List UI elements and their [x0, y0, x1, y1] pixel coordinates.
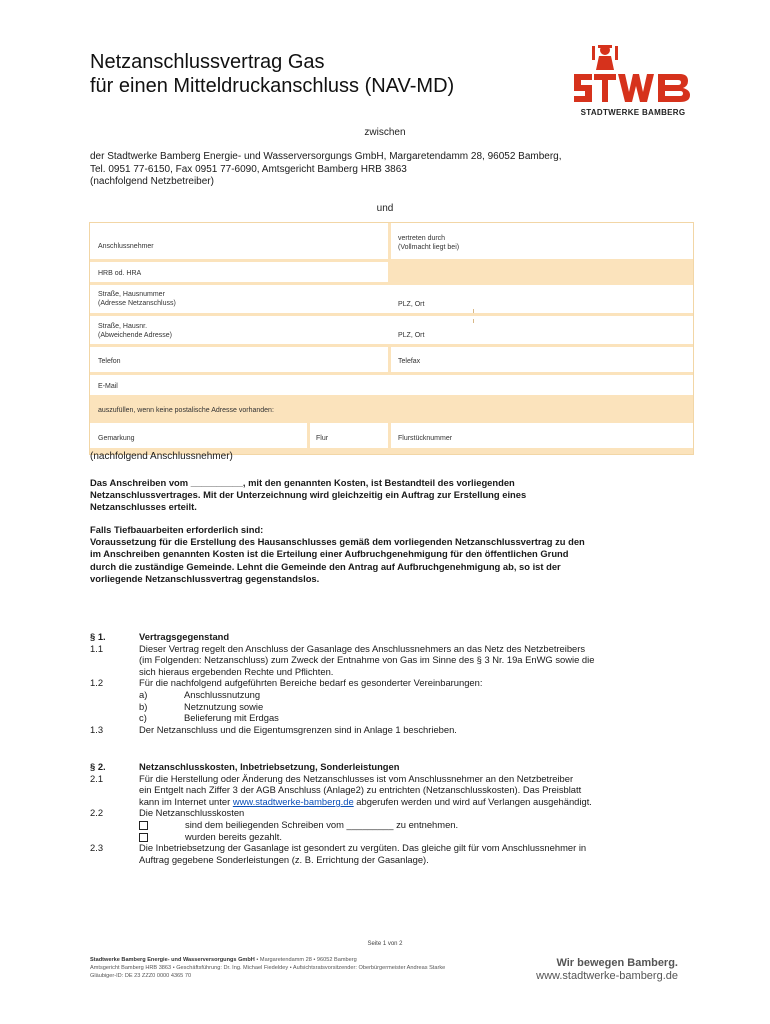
cover-letter-line-3: Netzanschlusses erteilt.	[90, 501, 197, 513]
footer-line-2: Amtsgericht Bamberg HRB 3863 • Geschäftsführung: Dr. Ing. Michael Fiedeldey • Aufsichtsratsvorsitzender: Oberbürgermeister Andreas Starke	[90, 965, 446, 972]
clause-text: Die Netzanschlusskosten	[139, 807, 245, 819]
customer-name-field[interactable]	[90, 223, 388, 259]
clause-line-prefix: kann im Internet unter	[139, 795, 233, 807]
cover-letter-line-1: Das Anschreiben vom __________, mit den genannten Kosten, ist Bestandteil des vorliegenden	[90, 477, 515, 488]
hrb-label: HRB od. HRA	[98, 270, 142, 277]
list-item	[139, 701, 690, 713]
clause-number: 1.2	[90, 677, 104, 689]
section-2-number: § 2.	[90, 761, 106, 772]
clause-1-3	[90, 724, 690, 736]
option-label: wurden bereits gezahlt.	[185, 830, 282, 842]
clause-line: Für die Herstellung oder Änderung des Netzanschlusses ist vom Anschlussnehmer an den Netzbetreiber	[139, 772, 574, 784]
clause-text: Der Netzanschluss und die Eigentumsgrenzen sind in Anlage 1 beschrieben.	[139, 723, 457, 735]
cover-letter-paragraph	[90, 477, 526, 514]
operator-line-2: Tel. 0951 77-6150, Fax 0951 77-6090, Amtsgericht Bamberg HRB 3863	[90, 163, 407, 175]
cost-option-2	[139, 831, 690, 843]
clause-number: 1.3	[90, 723, 104, 735]
option-checkbox[interactable]	[139, 833, 148, 842]
option-label: sind dem beiliegenden Schreiben vom _________ zu entnehmen.	[185, 818, 459, 830]
civil-works-line-2: Voraussetzung für die Erstellung des Hausanschlusses gemäß dem vorliegenden Netzanschlussvertrag zu den	[90, 536, 585, 548]
field-divider	[473, 309, 474, 313]
street-field[interactable]	[90, 285, 693, 313]
no-address-note: auszufüllen, wenn keine postalische Adresse vorhanden:	[98, 407, 274, 414]
clause-line	[139, 796, 690, 808]
civil-works-line-4: durch die zuständige Gemeinde. Lehnt die Gemeinde den Antrag auf Aufbruchgenehmigung ab, so ist der	[90, 560, 561, 572]
civil-works-line-1: Falls Tiefbauarbeiten erforderlich sind:	[90, 524, 264, 535]
email-field[interactable]	[90, 375, 693, 395]
list-key: c)	[139, 712, 147, 724]
alt-street-label-1: Straße, Hausnr.	[98, 323, 148, 330]
section-1	[90, 631, 690, 735]
operator-line-3: (nachfolgend Netzbetreiber)	[90, 176, 214, 187]
footer-branding	[536, 957, 678, 983]
clause-line-suffix: abgerufen werden und wird auf Verlangen ausgehändigt.	[353, 795, 592, 807]
zip-city-label: PLZ, Ort	[398, 301, 425, 308]
phone-field[interactable]	[90, 347, 388, 372]
title-line-2: für einen Mitteldruckanschluss (NAV-MD)	[90, 75, 455, 97]
list-item	[139, 712, 690, 724]
clause-number: 2.3	[90, 842, 104, 854]
between-label: zwischen	[364, 127, 406, 138]
footer-line-1	[90, 956, 445, 964]
civil-works-line-5: vorliegende Netzanschlussvertrag gegenstandslos.	[90, 572, 320, 584]
alt-street-field[interactable]	[90, 316, 693, 344]
section-2	[90, 761, 690, 865]
title-line-1: Netzanschlussvertrag Gas	[90, 51, 325, 73]
clause-1-2	[90, 677, 690, 723]
section-1-heading	[90, 631, 690, 643]
clause-line: Auftrag gegebene Sonderleistungen (z. B. Errichtung der Gasanlage).	[139, 853, 429, 865]
fax-label: Telefax	[398, 358, 421, 365]
street-label-1: Straße, Hausnummer	[98, 291, 165, 298]
flur-label: Flur	[316, 435, 329, 442]
network-operator-block	[90, 151, 562, 189]
customer-name-label: Anschlussnehmer	[98, 243, 154, 250]
section-1-number: § 1.	[90, 631, 106, 642]
cost-option-1	[139, 819, 690, 831]
footer-address: • Margaretendamm 28 • 96052 Bamberg	[254, 957, 357, 963]
street-label	[98, 290, 176, 308]
list-key: a)	[139, 688, 148, 700]
gemarkung-label: Gemarkung	[98, 435, 135, 442]
list-value: Anschlussnutzung	[184, 688, 261, 700]
section-2-title: Netzanschlusskosten, Inbetriebsetzung, Sonderleistungen	[139, 761, 400, 772]
clause-2-3	[90, 842, 690, 865]
list-key: b)	[139, 700, 148, 712]
represented-by-label	[398, 234, 459, 252]
clause-line: Dieser Vertrag regelt den Anschluss der Gasanlage des Anschlussnehmers an das Netz des Netzbetreibers	[139, 642, 586, 654]
logo-mark	[572, 40, 694, 108]
operator-line-1: der Stadtwerke Bamberg Energie- und Wasserversorgungs GmbH, Margaretendamm 28, 96052 Bamberg,	[90, 151, 562, 162]
list-item	[139, 689, 690, 701]
footer-line-3: Gläubiger-ID: DE 23 ZZZ0 0000 4365 70	[90, 973, 192, 980]
represented-by-label-1: vertreten durch	[398, 235, 446, 242]
civil-works-paragraph	[90, 524, 585, 585]
clause-line: (im Folgenden: Netzanschluss) zum Zweck der Entnahme von Gas im Sinne des § 3 Nr. 19a EnWG sowie die	[139, 654, 595, 666]
fax-field[interactable]	[391, 347, 693, 372]
phone-label: Telefon	[98, 358, 121, 365]
list-value: Belieferung mit Erdgas	[184, 712, 279, 724]
clause-number: 2.2	[90, 807, 104, 819]
option-checkbox[interactable]	[139, 821, 148, 830]
alt-zip-city-label: PLZ, Ort	[398, 332, 425, 339]
alt-street-label	[98, 322, 172, 340]
list-value: Netznutzung sowie	[184, 700, 264, 712]
field-divider	[473, 319, 474, 323]
section-2-heading	[90, 761, 690, 773]
footer-company: Stadtwerke Bamberg Energie- und Wasserversorgungs GmbH	[90, 957, 255, 963]
represented-by-label-2: (Vollmacht liegt bei)	[398, 244, 460, 251]
clause-2-1	[90, 773, 690, 808]
footer-url[interactable]: www.stadtwerke-bamberg.de	[536, 970, 678, 982]
and-label: und	[376, 203, 394, 214]
section-1-title: Vertragsgegenstand	[139, 631, 230, 642]
clause-text	[139, 643, 690, 678]
parcel-number-label: Flurstücknummer	[398, 435, 453, 442]
clause-line: sich hieraus ergebenden Rechte und Pflichten.	[139, 665, 334, 677]
civil-works-line-3: im Anschreiben genannten Kosten ist die Erteilung einer Aufbruchgenehmigung für den öffentlichen Grund	[90, 548, 569, 560]
email-label: E-Mail	[98, 383, 118, 390]
footer-slogan: Wir bewegen Bamberg.	[556, 957, 678, 969]
document-title	[90, 50, 454, 98]
customer-form	[89, 222, 694, 455]
clause-1-1	[90, 643, 690, 678]
clause-line: Die Inbetriebsetzung der Gasanlage ist gesondert zu vergüten. Das gleiche gilt für vom Anschlussnehmer in	[139, 842, 587, 854]
stwb-logo	[572, 40, 694, 122]
street-label-2: (Adresse Netzanschluss)	[98, 300, 176, 307]
clause-2-2	[90, 807, 690, 842]
customer-note: (nachfolgend Anschlussnehmer)	[90, 451, 233, 462]
alt-street-label-2: (Abweichende Adresse)	[98, 332, 172, 339]
clause-text	[139, 773, 690, 808]
cover-letter-line-2: Netzanschlussvertrages. Mit der Unterzeichnung wird gleichzeitig ein Auftrag zur Erstellung eines	[90, 489, 527, 501]
clause-text	[139, 842, 690, 865]
page-number: Seite 1 von 2	[367, 941, 403, 947]
clause-line: ein Entgelt nach Ziffer 3 der AGB Anschluss (Anlage2) zu entrichten (Netzanschlusskosten). Das Preisblatt	[139, 784, 582, 796]
clause-text: Für die nachfolgend aufgeführten Bereiche bedarf es gesonderter Vereinbarungen:	[139, 677, 483, 689]
footer-legal	[90, 956, 445, 981]
website-link[interactable]: www.stadtwerke-bamberg.de	[232, 795, 354, 807]
clause-number: 1.1	[90, 642, 104, 654]
logo-name: STADTWERKE BAMBERG	[580, 108, 686, 117]
clause-number: 2.1	[90, 772, 104, 784]
